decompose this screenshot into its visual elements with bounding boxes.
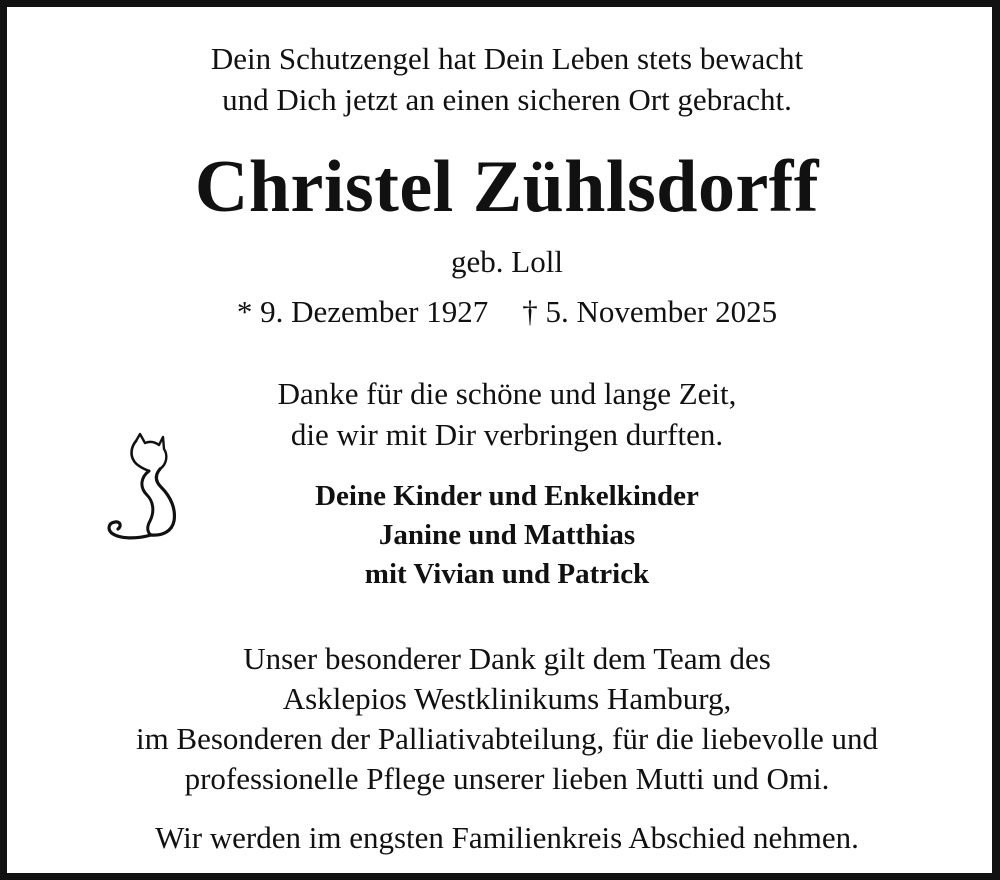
acknowledgement-line-3: im Besonderen der Palliativabteilung, für die liebevolle und <box>135 721 879 756</box>
birth-name: geb. Loll <box>451 244 563 279</box>
acknowledgement-line-1: Unser besonderer Dank gilt dem Team des <box>243 641 771 676</box>
thanks-line-2: die wir mit Dir verbringen durften. <box>290 417 724 452</box>
motto-line-1: Dein Schutzengel hat Dein Leben stets bewacht <box>210 41 804 76</box>
mourners-line-3: mit Vivian und Patrick <box>364 558 650 590</box>
birth-date: * 9. Dezember 1927 <box>236 294 489 329</box>
mourners-line-1: Deine Kinder und Enkelkinder <box>315 480 699 512</box>
life-dates <box>7 294 1000 330</box>
acknowledgement-line-2: Asklepios Westklinikums Hamburg, <box>282 681 732 716</box>
thanks-line-1: Danke für die schöne und lange Zeit, <box>277 376 737 411</box>
closing-line: Wir werden im engsten Familienkreis Abschied nehmen. <box>155 820 859 855</box>
cat-silhouette-icon <box>103 431 183 547</box>
motto-line-2: und Dich jetzt an einen sicheren Ort gebracht. <box>222 82 792 117</box>
death-date: † 5. November 2025 <box>522 294 778 329</box>
mourners-line-2: Janine und Matthias <box>378 519 636 551</box>
deceased-name: Christel Zühlsdorff <box>194 146 820 228</box>
acknowledgement-line-4: professionelle Pflege unserer lieben Mutti und Omi. <box>184 761 830 796</box>
